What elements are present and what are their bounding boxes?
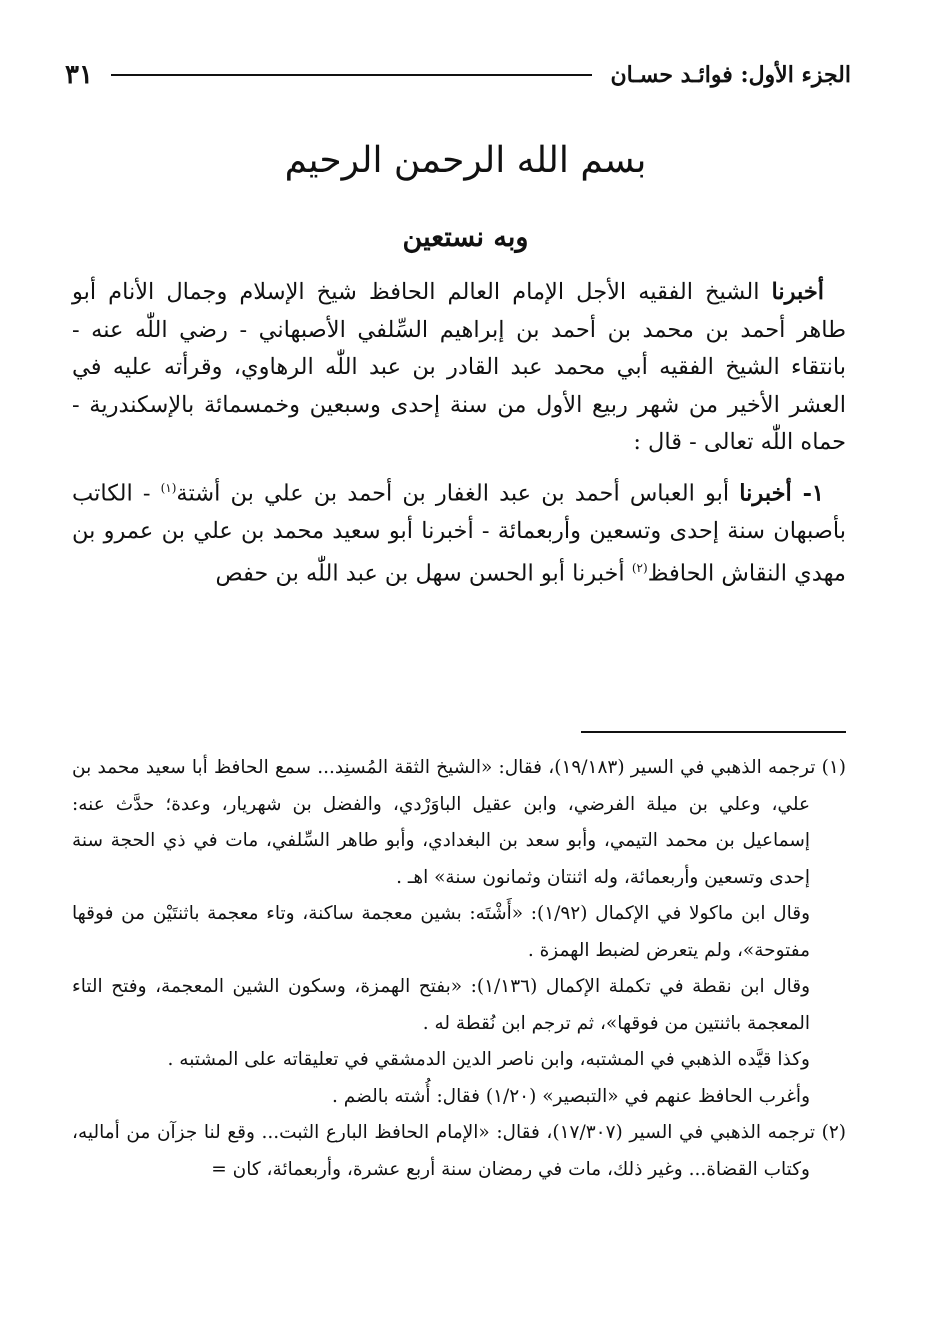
footnote-1-tabsir: وأغرب الحافظ عنهم في «التبصير» (١/٢٠) فقال: أُشته بالضم . [332,1085,810,1107]
footnote-1-ibn-makula: وقال ابن ماكولا في الإكمال (١/٩٢): «أَشْتَه: بشين معجمة ساكنة، وتاء معجمة باثنتَيْن من فوقها مفتوحة»، ولم يتعرض لضبط الهمزة . [72,903,810,961]
page-number: ٣١ [65,60,93,90]
header-rule [111,74,593,76]
hadith-text-c: أخبرنا أبو الحسن سهل بن عبد اللّٰه بن حفص [215,560,632,587]
footnote-1-ibn-nuqta: وقال ابن نقطة في تكملة الإكمال (١/١٣٦): «بفتح الهمزة، وسكون الشين المعجمة، وفتح التاء المعجمة باثنتين من فوقها»، ثم ترجم ابن نُقطة له . [72,976,811,1034]
footnotes [72,750,846,1188]
basmala: بسم الله الرحمن الرحيم [284,140,647,181]
footnote-1: (١) ترجمه الذهبي في السير (١٩/١٨٣)، فقال: «الشيخ الثقة المُسنِد... سمع الحافظ أبا سعيد محمد بن علي، وعلي بن ميلة الفرضي، وابن عقيل الباوَرْدي، والفضل بن شهريار، وعدة؛ حدَّث عنه: إسماعيل بن محمد التيمي، وأبو سعد بن البغدادي، وأبو طاهر السِّلفي، مات في ذي الحجة سنة إحدى وتسعين وأربعمائة، وله اثنتان وثمانون سنة» اهـ . [72,757,846,888]
hadith-text-b: - الكاتب بأصبهان سنة إحدى وتسعين وأربعمائة - أخبرنا أبو سعيد محمد بن علي بن عمرو بن مهدي النقاش الحافظ [72,480,846,587]
footnote-2: (٢) ترجمه الذهبي في السير (١٧/٣٠٧)، فقال: «الإمام الحافظ البارع الثبت... وقع لنا جزآن من أماليه، وكتاب القضاة... وغير ذلك، مات في رمضان سنة أربع عشرة، وأربعمائة، كان = [72,1122,846,1180]
footnote-ref-1: (١) [160,480,177,495]
hadith-lead: ١- أخبرنا [739,480,824,506]
footnote-divider [581,731,846,733]
running-title: الجزء الأول: فوائـد حسـان [610,62,851,88]
main-text [72,274,846,593]
opening-text: الشيخ الفقيه الأجل الإمام العالم الحافظ شيخ الإسلام وجمال الأنام أبو طاهر أحمد بن محمد بن أحمد بن إبراهيم السِّلفي الأصبهاني - رضي اللّٰه عنه - بانتقاء الشيخ الفقيه أبي محمد عبد القادر بن عبد اللّٰه الرهاوي، وقرأته عليه في العشر الأخير من شهر ربيع الأول من سنة إحدى وسبعين وخمسمائة بالإسكندرية - حماه اللّٰه تعالى - قال : [72,279,846,455]
footnote-1-dhahabi: وكذا قيَّده الذهبي في المشتبه، وابن ناصر الدين الدمشقي في تعليقاته على المشتبه . [167,1049,810,1070]
subheading: وبه نستعين [402,222,529,253]
opening-lead: أخبرنا [771,279,824,305]
hadith-text-a: أبو العباس أحمد بن عبد الغفار بن أحمد بن علي بن أشتة [176,480,740,506]
page-header [65,55,851,95]
opening-paragraph [72,274,846,462]
footnote-ref-2: (٢) [631,561,648,575]
hadith-paragraph [72,470,846,594]
